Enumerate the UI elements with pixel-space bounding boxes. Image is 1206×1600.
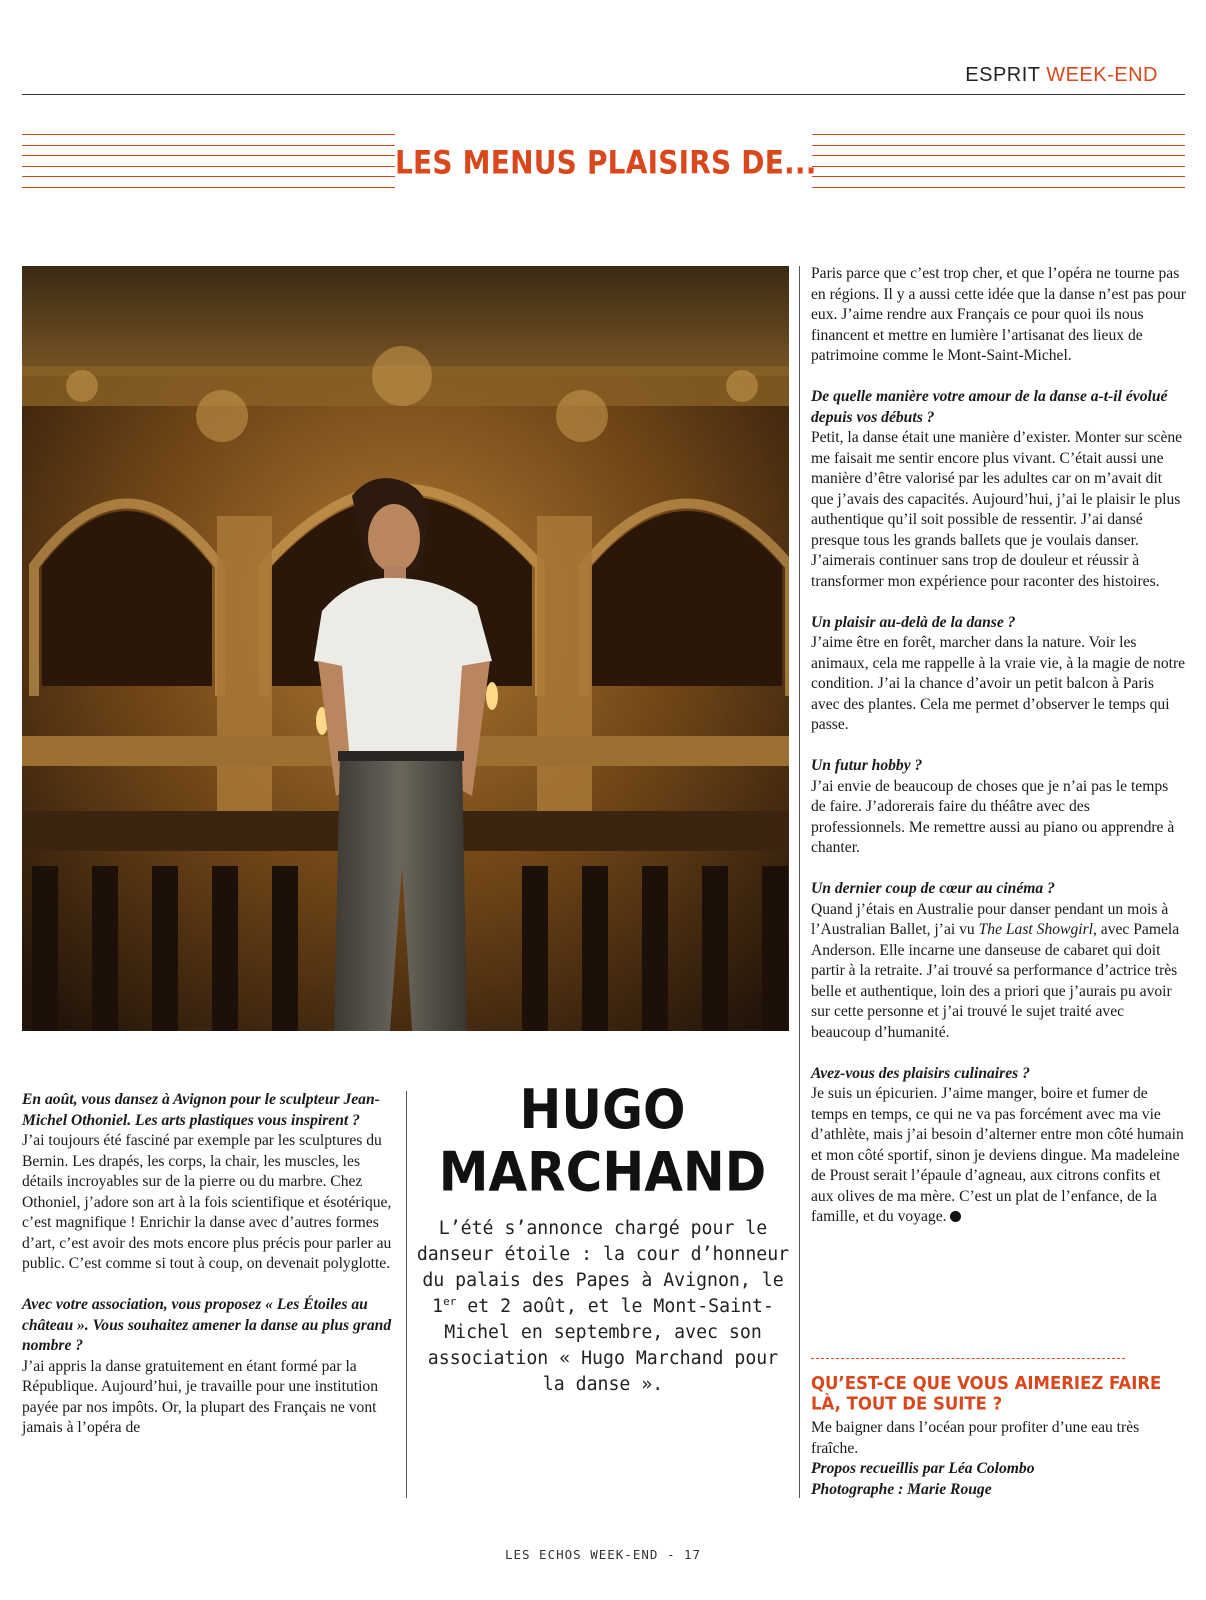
answer: Je suis un épicurien. J’aime manger, boire et fumer de temps en temps, ce qui ne va pas forcément avec ma vie d’athlète, mais j’ai besoin d’alterner entre mon côté humain et mon côté sportif, sinon je deviens dingue. Ma madeleine de Proust serait l’épaule d’agneau, aux citrons confits et aux olives de ma mère. C’est un plat de l’enfance, de la famille, et du voyage. [811,1085,1184,1225]
final-answer: Me baigner dans l’océan pour profiter d’une eau très fraîche. [811,1419,1140,1457]
intro-part-1: L’été s’annonce chargé pour le danseur étoile : la cour d’honneur du palais des Papes à Avignon, le 1 [416,1218,790,1317]
rubric-stripes-left [22,134,395,192]
end-mark-icon [950,1211,961,1222]
answer: J’ai toujours été fasciné par exemple par les sculptures du Bernin. Les drapés, les corps, la chair, les muscles, les détails incroyables sur de la pierre ou du marbre. Chez Othoniel, j’adore son art à la fois scientifique et ésotérique, c’est magnifique ! Enrichir la danse avec d’autres formes d’art, c’est avoir des mots encore plus précis pour parler au public. C’est comme si tout à coup, on devenait polyglotte. [22,1132,392,1272]
film-title: The Last Showgirl [978,921,1093,938]
opera-interior-illustration [22,266,789,1031]
intro-text [414,1216,792,1398]
qa-block [22,1090,394,1275]
question: Un futur hobby ? [811,757,923,774]
title-line-1: HUGO [519,1078,686,1141]
answer-part-2: , avec Pamela Anderson. Elle incarne une danseuse de cabaret qui doit partir à la retraite. J’ai trouvé sa performance d’actrice très belle et authentique, loin des a priori que j’aurais pu avoir sur cette personne et j’ai trouvé le sujet traité avec beaucoup d’humanité. [811,921,1180,1041]
answer-part-1: Quand j’étais en Australie pour danser pendant un mois à l’Australian Ballet, j’ai vu [811,900,1169,938]
right-column [811,264,1186,1248]
answer: J’ai appris la danse gratuitement en étant formé par la République. Aujourd’hui, je travaille pour une institution payée par nos impôts. Or, la plupart des Français ne vont jamais à l’opéra de [22,1357,378,1436]
answer: J’ai envie de beaucoup de choses que je n’ai pas le temps de faire. J’adorerais faire du théâtre avec des professionnels. Me remettre aussi au piano ou apprendre à chanter. [811,777,1175,856]
section-tag [965,64,1158,87]
column-rule-right [799,266,800,1498]
answer: Petit, la danse était une manière d’exister. Monter sur scène me faisait me sentir encore plus vivant. C’était aussi une manière d’être valorisé par les adultes car on m’avait dit que j’avais des capacités. Aujourd’hui, j’ai le plaisir le plus authentique qu’il soit possible de ressentir. J’ai dansé presque tous les grands ballets que je voulais danser. J’aimerais continuer sans trop de douleur et réussir à transformer mon expérience pour raconter des histoires. [811,429,1183,590]
qa-block-cinema [811,879,1186,1043]
intro-superscript: er [443,1294,457,1308]
article-title [410,1078,795,1203]
final-answer-block [811,1418,1186,1500]
section-accent: WEEK-END [1046,64,1158,86]
rubric-title: LES MENUS PLAISIRS DE... [395,143,817,182]
answer: J’aime être en forêt, marcher dans la nature. Voir les animaux, cela me rappelle à la vraie vie, à la magie de notre condition. J’ai la chance d’avoir un petit balcon à Paris avec des plantes. Cela me permet d’observer le temps qui passe. [811,634,1186,733]
column-rule-left [406,1091,407,1498]
header-rule [22,94,1185,95]
credit-interview: Propos recueillis par Léa Colombo [811,1460,1035,1477]
final-question: QU’EST-CE QUE VOUS AIMERIEZ FAIRE LÀ, TOUT DE SUITE ? [811,1373,1162,1415]
question: Avec votre association, vous proposez « Les Étoiles au château ». Vous souhaitez amener la danse au plus grand nombre ? [22,1296,392,1354]
qa-block-food [811,1064,1186,1228]
page-footer: LES ECHOS WEEK-END - 17 [504,1547,702,1562]
question: Un plaisir au-delà de la danse ? [811,613,1016,631]
rubric-stripes-right [812,134,1185,192]
question: En août, vous dansez à Avignon pour le sculpteur Jean-Michel Othoniel. Les arts plastiques vous inspirent ? [22,1091,380,1129]
final-dashed-rule [811,1358,1125,1359]
intro-part-2: et 2 août, et le Mont-Saint-Michel en septembre, avec son association « Hugo Marchand pour la danse ». [427,1296,779,1395]
question: De quelle manière votre amour de la danse a-t-il évolué depuis vos débuts ? [811,388,1168,426]
section-name: ESPRIT [965,64,1041,86]
continuation-text: Paris parce que c’est trop cher, et que l’opéra ne tourne pas en régions. Il y a aussi cette idée que la danse n’est pas pour eux. J’aime rendre aux Français ce pour quoi ils nous financent et mettre en lumière l’artisanat des lieux de patrimoine comme le Mont-Saint-Michel. [811,265,1186,364]
left-column [22,1090,394,1459]
qa-block [811,613,1186,736]
credit-photo: Photographe : Marie Rouge [811,1480,992,1498]
title-line-2: MARCHAND [438,1141,767,1204]
portrait-photo [22,266,789,1031]
qa-block [22,1295,394,1439]
question: Un dernier coup de cœur au cinéma ? [811,880,1055,897]
qa-block [811,387,1186,592]
question: Avez-vous des plaisirs culinaires ? [811,1064,1030,1082]
qa-block [811,756,1186,859]
